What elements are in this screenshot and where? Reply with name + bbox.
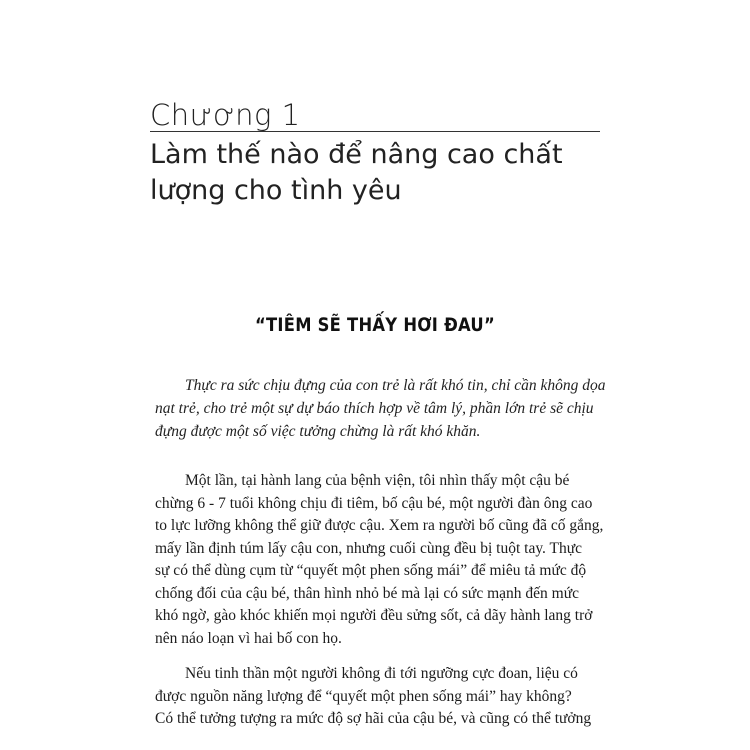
epigraph-line: nạt trẻ, cho trẻ một sự dự báo thích hợp về tâm lý, phần lớn trẻ sẽ chịu (155, 400, 594, 417)
chapter-title (150, 137, 610, 209)
chapter-title-line: lượng cho tình yêu (150, 175, 402, 206)
body-line: Một lần, tại hành lang của bệnh viện, tôi nhìn thấy một cậu bé (185, 472, 570, 489)
chapter-rule (150, 131, 600, 132)
body-line: chống đối của cậu bé, thân hình nhỏ bé mà lại có sức mạnh đến mức (155, 584, 579, 602)
paragraph-2 (155, 663, 605, 731)
body-line: chừng 6 - 7 tuổi không chịu đi tiêm, bố cậu bé, một người đàn ông cao (155, 494, 593, 512)
chapter-title-line: Làm thế nào để nâng cao chất (150, 139, 563, 170)
paragraph-gap (155, 650, 605, 663)
body-line: mấy lần định túm lấy cậu con, nhưng cuối cùng đều bị tuột tay. Thực (155, 539, 583, 557)
epigraph-line: Thực ra sức chịu đựng của con trẻ là rất khó tin, chỉ cần không dọa (185, 377, 606, 394)
body-line: Nếu tinh thần một người không đi tới ngưỡng cực đoan, liệu có (185, 665, 578, 682)
body-text (155, 470, 605, 731)
paragraph-1 (155, 470, 605, 650)
body-line: to lực lưỡng không thể giữ được cậu. Xem ra người bố cũng đã cố gắng, (155, 517, 604, 534)
epigraph (155, 374, 605, 443)
chapter-label: Chương 1 (150, 98, 301, 132)
body-line: khó ngờ, gào khóc khiến mọi người đều sửng sốt, cả dãy hành lang trở (155, 607, 593, 624)
section-title: “TIÊM SẼ THẤY HƠI ĐAU” (255, 314, 495, 336)
body-line: nên náo loạn vì hai bố con họ. (155, 629, 342, 647)
epigraph-line: đựng được một số việc tưởng chừng là rất khó khăn. (155, 423, 481, 440)
body-line: sự có thể dùng cụm từ “quyết một phen sống mái” để miêu tả mức độ (155, 562, 587, 579)
body-line: được nguồn năng lượng để “quyết một phen sống mái” hay không? (155, 687, 572, 705)
body-line: Có thể tưởng tượng ra mức độ sợ hãi của cậu bé, và cũng có thể tưởng (155, 710, 592, 727)
